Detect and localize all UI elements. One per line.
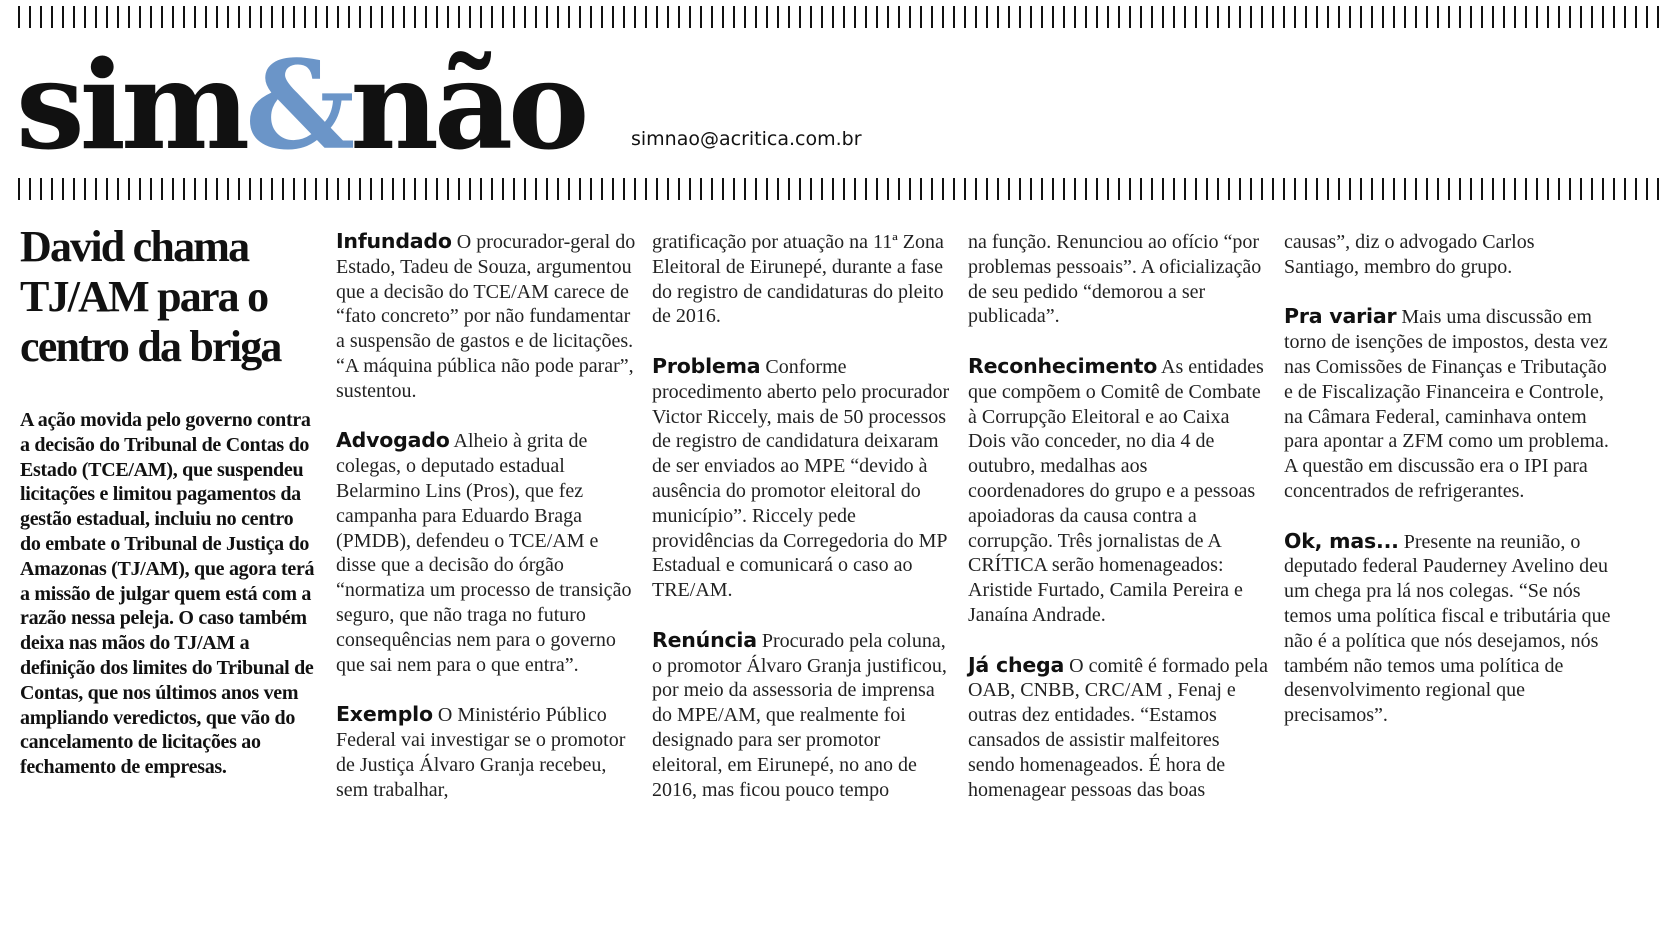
note-kicker: Exemplo bbox=[336, 702, 433, 727]
note-text: Conforme procedimento aberto pelo procurador Victor Riccely, mais de 50 processos de registro de candidatura deixaram de ser enviados ao MPE “devido à ausência do promotor eleitoral do município”. Riccely pede providências da Corregedoria do MP Estadual e comunicará o caso ao TRE/AM. bbox=[652, 355, 950, 602]
text-column-3 bbox=[968, 229, 1268, 802]
note-paragraph bbox=[652, 354, 952, 603]
note-text: causas”, diz o advogado Carlos Santiago, membro do grupo. bbox=[1284, 231, 1535, 278]
column-masthead bbox=[16, 30, 584, 180]
masthead-nao: não bbox=[350, 33, 585, 177]
note-paragraph bbox=[336, 428, 636, 677]
note-text: Procurado pela coluna, o promotor Álvaro Granja justificou, por meio da assessoria de imprensa do MPE/AM, que realmente foi designado para ser promotor eleitoral, em Eirunepé, no ano de 2016, mas ficou pouco tempo bbox=[652, 629, 947, 801]
note-text: As entidades que compõem o Comitê de Combate à Corrupção Eleitoral e ao Caixa Dois vão conceder, no dia 4 de outubro, medalhas aos coordenadores do grupo e a pessoas apoiadoras da causa contra a corrupção. Três jornalistas de A CRÍTICA serão homenageados: Aristide Furtado, Camila Pereira e Janaína Andrade. bbox=[968, 355, 1264, 626]
note-kicker: Advogado bbox=[336, 428, 450, 453]
masthead-sim: sim bbox=[16, 33, 246, 177]
note-text: O comitê é formado pela OAB, CNBB, CRC/AM , Fenaj e outras dez entidades. “Estamos cansados de assistir malfeitores sendo homenageados. É hora de homenagear pessoas das boas bbox=[968, 654, 1268, 801]
headline: David chama TJ/AM para o centro da briga bbox=[20, 222, 281, 371]
note-paragraph bbox=[968, 653, 1268, 803]
note-paragraph bbox=[652, 229, 952, 329]
note-text: Alheio à grita de colegas, o deputado estadual Belarmino Lins (Pros), que fez campanha para Eduardo Braga (PMDB), defendeu o TCE/AM e disse que a decisão do órgão “normatiza um processo de transição seguro, que não traga no futuro consequências nem para o governo que sai nem para o que entra”. bbox=[336, 430, 632, 676]
note-text: O procurador-geral do Estado, Tadeu de Souza, argumentou que a decisão do TCE/AM carece de “fato concreto” por não fundamentar a suspensão de gastos e de licitações. “A máquina pública não pode parar”, sustentou. bbox=[336, 231, 636, 402]
note-paragraph bbox=[336, 702, 636, 802]
note-text: na função. Renunciou ao ofício “por problemas pessoais”. A oficialização de seu pedido “demorou a ser publicada”. bbox=[968, 231, 1262, 328]
text-column-4 bbox=[1284, 229, 1614, 728]
note-text: Presente na reunião, o deputado federal Pauderney Avelino deu um chega pra lá nos colegas. “Se nós temos uma política fiscal e tributária que não é a política que nós desejamos, nós também não temos uma política de desenvolvimento regional que precisamos”. bbox=[1284, 530, 1611, 727]
contact-email[interactable]: simnao@acritica.com.br bbox=[631, 128, 862, 150]
note-paragraph bbox=[336, 229, 636, 404]
note-kicker: Ok, mas... bbox=[1284, 528, 1399, 553]
lead-column bbox=[20, 222, 316, 780]
text-column-1 bbox=[336, 229, 636, 802]
note-kicker: Renúncia bbox=[652, 627, 757, 652]
note-text: gratificação por atuação na 11ª Zona Eleitoral de Eirunepé, durante a fase do registro de candidaturas do pleito de 2016. bbox=[652, 231, 944, 328]
note-paragraph bbox=[968, 229, 1268, 329]
note-kicker: Reconhecimento bbox=[968, 353, 1158, 378]
note-paragraph bbox=[968, 354, 1268, 628]
masthead-ampersand: & bbox=[245, 33, 351, 177]
bottom-tick-rule bbox=[18, 178, 1668, 200]
note-text: O Ministério Público Federal vai investigar se o promotor de Justiça Álvaro Granja recebeu, sem trabalhar, bbox=[336, 704, 626, 801]
top-tick-rule bbox=[18, 6, 1668, 28]
note-kicker: Infundado bbox=[336, 229, 452, 253]
note-paragraph bbox=[652, 628, 952, 803]
note-kicker: Pra variar bbox=[1284, 304, 1397, 329]
note-text: Mais uma discussão em torno de isenções de impostos, desta vez nas Comissões de Finanças e Tributação e de Fiscalização Financeira e Controle, na Câmara Federal, caminhava ontem para apontar a ZFM como um problema. A questão em discussão era o IPI para concentrados de refrigerantes. bbox=[1284, 306, 1609, 502]
note-paragraph bbox=[1284, 529, 1614, 728]
note-paragraph bbox=[1284, 304, 1614, 503]
text-column-2 bbox=[652, 229, 952, 802]
note-kicker: Problema bbox=[652, 353, 761, 378]
note-kicker: Já chega bbox=[968, 652, 1065, 677]
lead-paragraph: A ação movida pelo governo contra a decisão do Tribunal de Contas do Estado (TCE/AM), que suspendeu licitações e limitou pagamentos da gestão estadual, incluiu no centro do embate o Tribunal de Justiça do Amazonas (TJ/AM), que agora terá a missão de julgar quem está com a razão nessa peleja. O caso também deixa nas mãos do TJ/AM a definição dos limites do Tribunal de Contas, que nos últimos anos vem ampliando veredictos, que vão do cancelamento de licitações ao fechamento de empresas. bbox=[20, 409, 315, 779]
note-paragraph bbox=[1284, 229, 1614, 280]
